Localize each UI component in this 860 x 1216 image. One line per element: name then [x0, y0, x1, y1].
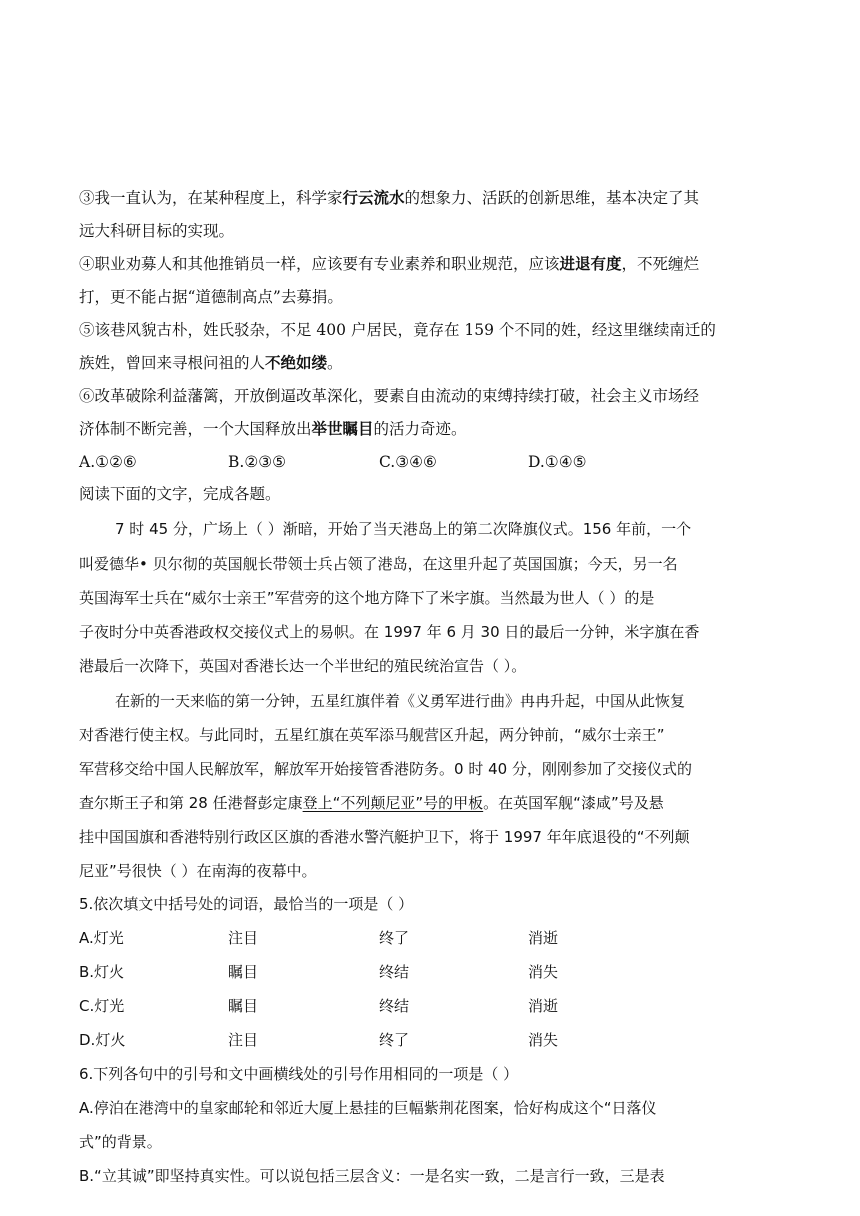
sentence-6-line-2 — [79, 419, 467, 439]
question-6-option-a-line-1: A.停泊在港湾中的皇家邮轮和邻近大厦上悬挂的巨幅紫荆花图案，恰好构成这个“日落仪 — [79, 1099, 657, 1117]
option-word: 消逝 — [528, 997, 559, 1015]
option-a: A.①②⑥ — [79, 453, 137, 471]
option-word: 消逝 — [528, 929, 559, 947]
reading-intro: 阅读下面的文字，完成各题。 — [79, 485, 281, 503]
sentence-3-line-1 — [79, 188, 699, 208]
underlined-phrase: 登上“不列颠尼亚”号的甲板 — [302, 794, 484, 812]
text-span: 济体制不断完善，一个大国释放出 — [79, 420, 312, 438]
option-b: B.②③⑤ — [228, 453, 287, 471]
passage-p2-line-2: 对香港行使主权。与此同时，五星红旗在英军添马舰营区升起，两分钟前，“威尔士亲王” — [79, 726, 665, 744]
option-word: 终结 — [379, 997, 410, 1015]
question-6-option-a-line-2: 式”的背景。 — [79, 1133, 162, 1151]
passage-p1-line-1: 7 时 45 分，广场上（ ）渐暗，开始了当天港岛上的第二次降旗仪式。156 年前，一个 — [115, 520, 692, 538]
passage-p2-line-5: 挂中国国旗和香港特别行政区区旗的香港水警汽艇护卫下，将于 1997 年年底退役的“不列颠 — [79, 828, 690, 846]
text-span: 查尔斯王子和第 28 任港督彭定康 — [79, 794, 303, 812]
passage-p1-line-3: 英国海军士兵在“威尔士亲王”军营旁的这个地方降下了米字旗。当然最为世人（ ）的是 — [79, 589, 655, 607]
option-word: 瞩目 — [228, 963, 259, 981]
sentence-5-line-2 — [79, 353, 343, 373]
passage-p2-line-6: 尼亚”号很快（ ）在南海的夜幕中。 — [79, 862, 317, 880]
text-span: 的活力奇迹。 — [373, 420, 467, 438]
option-word: 终了 — [379, 929, 410, 947]
option-word: 终了 — [379, 1031, 410, 1049]
bold-idiom: 举世瞩目 — [311, 419, 374, 438]
passage-p1-line-2: 叫爱德华• 贝尔彻的英国舰长带领士兵占领了港岛，在这里升起了英国国旗；今天，另一名 — [79, 555, 678, 573]
passage-p1-line-4: 子夜时分中英香港政权交接仪式上的易帜。在 1997 年 6 月 30 日的最后一分钟，米字旗在香 — [79, 623, 700, 641]
text-span: 。在英国军舰“漆咸”号及悬 — [483, 794, 664, 812]
passage-p2-line-1: 在新的一天来临的第一分钟，五星红旗伴着《义勇军进行曲》冉冉升起，中国从此恢复 — [115, 692, 686, 710]
text-span: ③我一直认为，在某种程度上，科学家 — [79, 189, 343, 207]
passage-p2-line-3: 军营移交给中国人民解放军，解放军开始接管香港防务。0 时 40 分，刚刚参加了交接仪式的 — [79, 760, 692, 778]
text-span: 。 — [327, 354, 343, 372]
option-label: D.灯火 — [79, 1031, 126, 1049]
option-word: 瞩目 — [228, 997, 259, 1015]
option-word: 注目 — [228, 1031, 259, 1049]
option-word: 消失 — [528, 1031, 559, 1049]
option-d: D.①④⑤ — [528, 453, 587, 471]
question-5-stem: 5.依次填文中括号处的词语，最恰当的一项是（ ） — [79, 895, 414, 913]
option-word: 注目 — [228, 929, 259, 947]
question-6-option-b-line-1: B.“立其诚”即坚持真实性。可以说包括三层含义：一是名实一致，二是言行一致，三是表 — [79, 1167, 665, 1185]
option-label: C.灯光 — [79, 997, 125, 1015]
passage-p2-line-4 — [79, 793, 664, 813]
text-span: 族姓，曾回来寻根问祖的人 — [79, 354, 266, 372]
sentence-4-line-2: 打，更不能占据“道德制高点”去募捐。 — [79, 288, 343, 306]
sentence-4-line-1 — [79, 254, 699, 274]
text-span: 的想象力、活跃的创新思维，基本决定了其 — [404, 189, 700, 207]
bold-idiom: 不绝如缕 — [265, 353, 328, 372]
passage-p1-line-5: 港最后一次降下，英国对香港长达一个半世纪的殖民统治宣告（ ）。 — [79, 657, 527, 675]
sentence-3-line-2: 远大科研目标的实现。 — [79, 222, 235, 240]
bold-idiom: 行云流水 — [342, 188, 405, 207]
option-label: A.灯光 — [79, 929, 124, 947]
text-span: ④职业劝募人和其他推销员一样，应该要有专业素养和职业规范，应该 — [79, 255, 560, 273]
option-c: C.③④⑥ — [379, 453, 437, 471]
text-span: ，不死缠烂 — [621, 255, 700, 273]
bold-idiom: 进退有度 — [559, 254, 622, 273]
option-label: B.灯火 — [79, 963, 125, 981]
sentence-6-line-1: ⑥改革破除利益藩篱，开放倒逼改革深化，要素自由流动的束缚持续打破，社会主义市场经 — [79, 387, 700, 405]
option-word: 终结 — [379, 963, 410, 981]
sentence-5-line-1: ⑤该巷风貌古朴，姓氏驳杂，不足 400 户居民，竟存在 159 个不同的姓，经这里继续南迁的 — [79, 321, 716, 339]
option-word: 消失 — [528, 963, 559, 981]
question-6-stem: 6.下列各句中的引号和文中画横线处的引号作用相同的一项是（ ） — [79, 1065, 519, 1083]
